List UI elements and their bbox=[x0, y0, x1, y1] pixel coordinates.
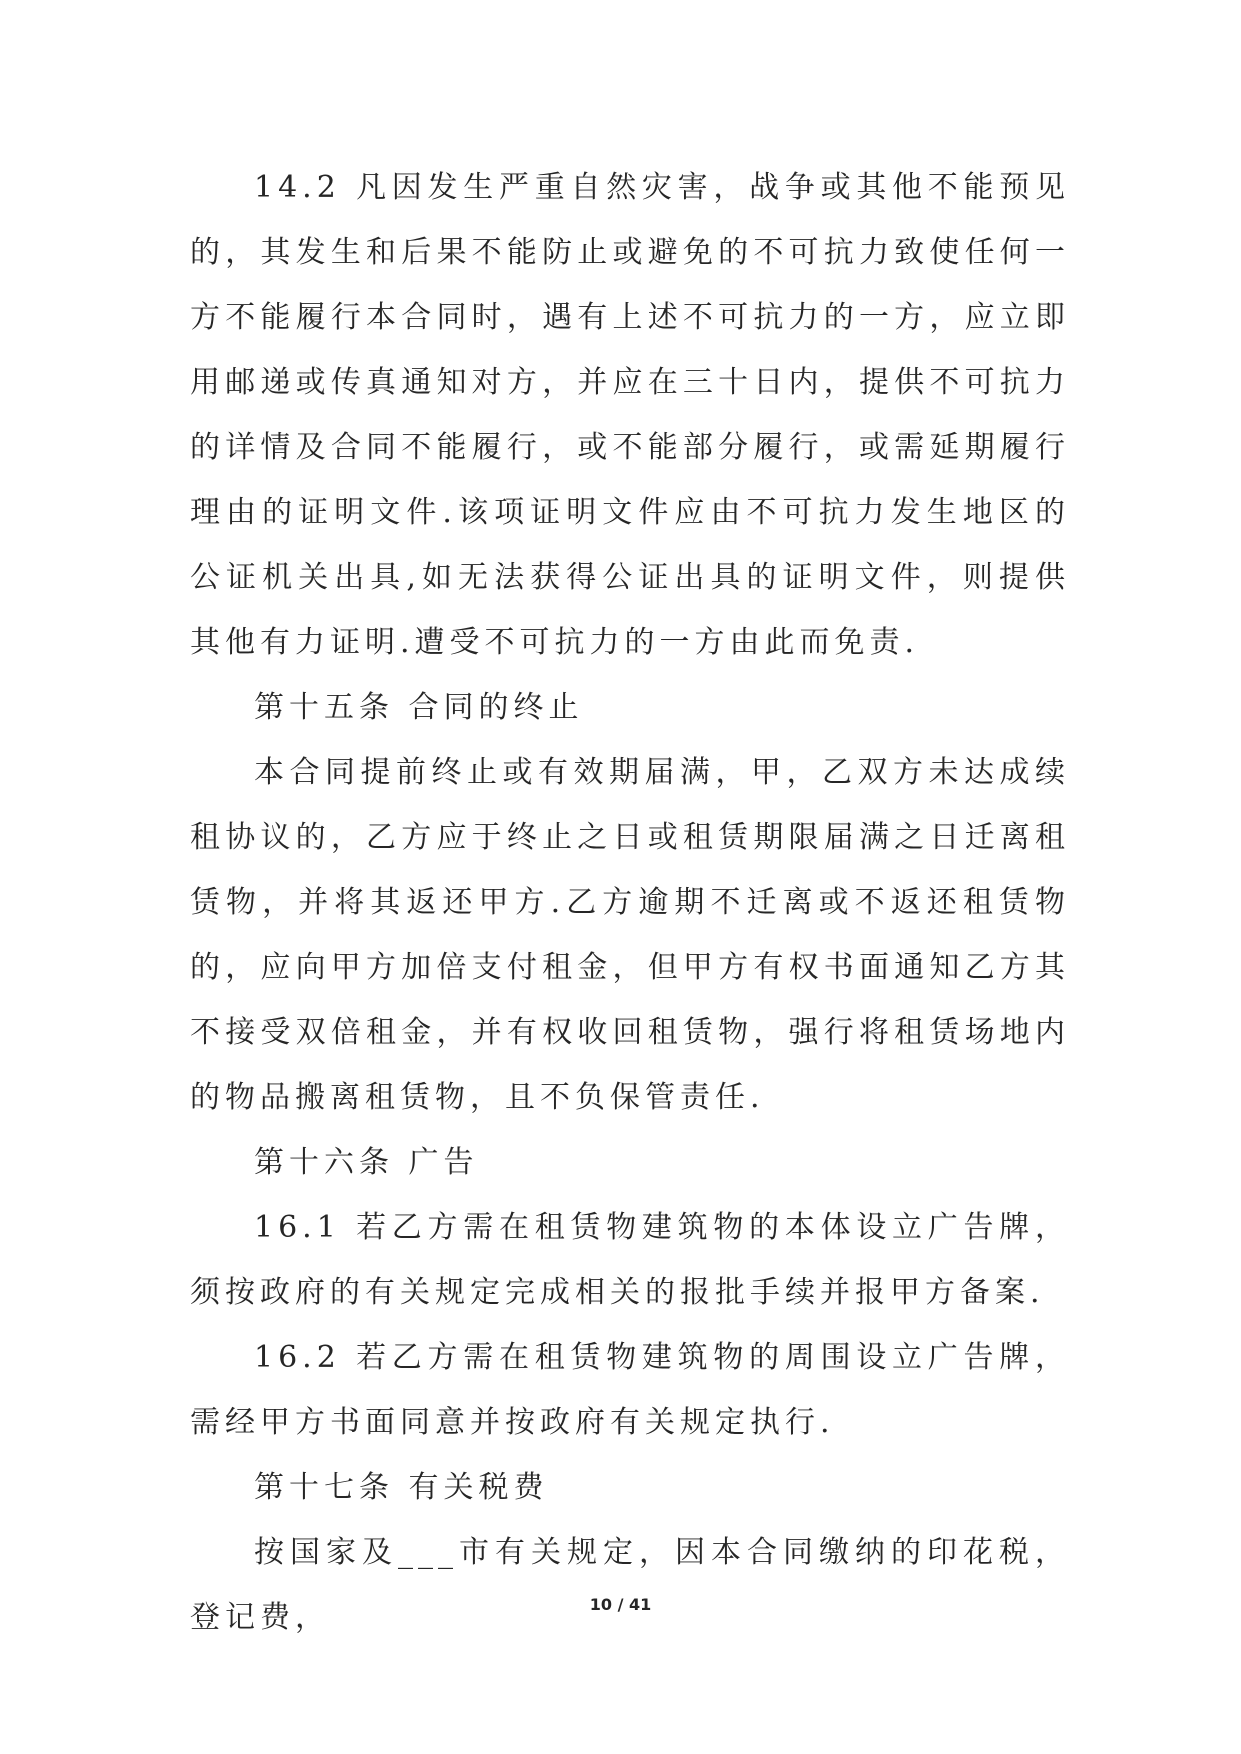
clause-16-2-paragraph: 16.2 若乙方需在租赁物建筑物的周围设立广告牌，需经甲方书面同意并按政府有关规定执行. bbox=[190, 1340, 1070, 1440]
clause-14-2-paragraph: 14.2 凡因发生严重自然灾害，战争或其他不能预见的，其发生和后果不能防止或避免的不可抗力致使任何一方不能履行本合同时，遇有上述不可抗力的一方，应立即用邮递或传真通知对方，并应在三十日内，提供不可抗力的详情及合同不能履行，或不能部分履行，或需延期履行理由的证明文件.该项证明文件应由不可抗力发生地区的公证机关出具,如无法获得公证出具的证明文件，则提供其他有力证明.遭受不可抗力的一方由此而免责. bbox=[190, 170, 1070, 660]
article-16-heading: 第十六条 广告 bbox=[254, 1145, 479, 1180]
clause-16-1-paragraph: 16.1 若乙方需在租赁物建筑物的本体设立广告牌，须按政府的有关规定完成相关的报批手续并报甲方备案. bbox=[190, 1210, 1070, 1310]
document-body bbox=[190, 155, 1070, 1650]
article-15-heading: 第十五条 合同的终止 bbox=[254, 690, 584, 725]
article-17-heading: 第十七条 有关税费 bbox=[254, 1470, 549, 1505]
page-number: 10 / 41 bbox=[589, 1595, 652, 1614]
article-15-paragraph: 本合同提前终止或有效期届满，甲，乙双方未达成续租协议的，乙方应于终止之日或租赁期限届满之日迁离租赁物，并将其返还甲方.乙方逾期不迁离或不返还租赁物的，应向甲方加倍支付租金，但甲方有权书面通知乙方其不接受双倍租金，并有权收回租赁物，强行将租赁场地内的物品搬离租赁物，且不负保管责任. bbox=[190, 755, 1070, 1115]
article-17-paragraph: 按国家及___市有关规定，因本合同缴纳的印花税，登记费， bbox=[190, 1535, 1070, 1635]
